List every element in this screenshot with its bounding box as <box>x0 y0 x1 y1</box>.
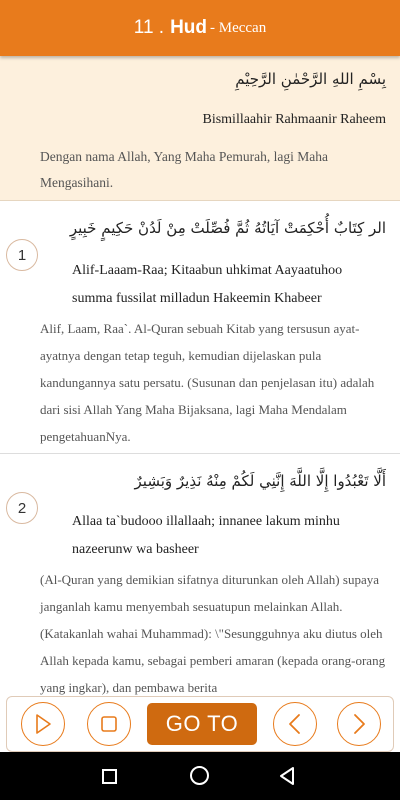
revelation-type: - Meccan <box>210 19 267 36</box>
ayah-arabic: أَلَّا تَعْبُدُوا إِلَّا اللَّهَ إِنَّنِي لَكُمْ مِنْهُ نَذِيرٌ وَبَشِيرٌ <box>134 472 386 490</box>
next-button[interactable] <box>337 702 381 746</box>
goto-button[interactable]: GO TO <box>147 703 257 745</box>
previous-button[interactable] <box>273 702 317 746</box>
play-icon <box>33 713 53 735</box>
title-bar <box>0 0 400 56</box>
ayah-number-badge: 1 <box>6 239 38 271</box>
stop-icon <box>99 714 119 734</box>
chevron-left-icon <box>286 713 304 735</box>
surah-name: Hud <box>170 17 207 38</box>
ayah-translation: Alif, Laam, Raa`. Al-Quran sebuah Kitab yang tersusun ayat-ayatnya dengan tetap teguh, kemudian dijelaskan pula kandungannya satu persatu. (Susunan dan penjelasan itu) adalah dari sisi Allah Yang Maha Bijaksana, lagi Maha Mendalam pengetahuanNya. <box>40 321 375 444</box>
stop-button[interactable] <box>87 702 131 746</box>
surah-number: 11 . <box>133 17 165 38</box>
ayah-item[interactable] <box>0 454 400 696</box>
ayah-transliteration: Allaa ta`budooo illallaah; innanee lakum minhu nazeerunw wa basheer <box>72 514 340 557</box>
bismillah-section <box>0 56 400 201</box>
bismillah-arabic: بِسْمِ اللهِ الرَّحْمٰنِ الرَّحِيْمِ <box>235 70 386 88</box>
ayah-translation: (Al-Quran yang demikian sifatnya diturunkan oleh Allah) supaya janganlah kamu menyembah sesuatupun melainkan Allah. (Katakanlah wahai Muhammad): \"Sesungguhnya aku diutus oleh Allah kepada kamu, sebagai pemberi amaran (kepada orang-orang yang ingkar), dan pembawa berita <box>40 572 386 695</box>
ayah-transliteration: Alif-Laaam-Raa; Kitaabun uhkimat Aayaatuhoo summa fussilat milladun Hakeemin Khabeer <box>72 263 343 306</box>
ayah-item[interactable] <box>0 201 400 454</box>
playback-controls <box>6 696 394 752</box>
home-button[interactable] <box>190 766 209 785</box>
recents-button[interactable] <box>102 769 117 784</box>
ayah-number-badge: 2 <box>6 492 38 524</box>
bismillah-transliteration: Bismillaahir Rahmaanir Raheem <box>202 112 386 127</box>
system-navigation-bar <box>0 752 400 800</box>
ayah-list[interactable] <box>0 56 400 696</box>
back-button[interactable] <box>278 766 296 790</box>
chevron-right-icon <box>350 713 368 735</box>
bismillah-translation: Dengan nama Allah, Yang Maha Pemurah, lagi Maha Mengasihani. <box>40 149 328 190</box>
ayah-arabic: الر كِتَابٌ أُحْكِمَتْ آيَاتُهُ ثُمَّ فُصِّلَتْ مِنْ لَدُنْ حَكِيمٍ خَبِيرٍ <box>69 219 386 237</box>
play-button[interactable] <box>21 702 65 746</box>
back-triangle-icon <box>278 766 296 786</box>
